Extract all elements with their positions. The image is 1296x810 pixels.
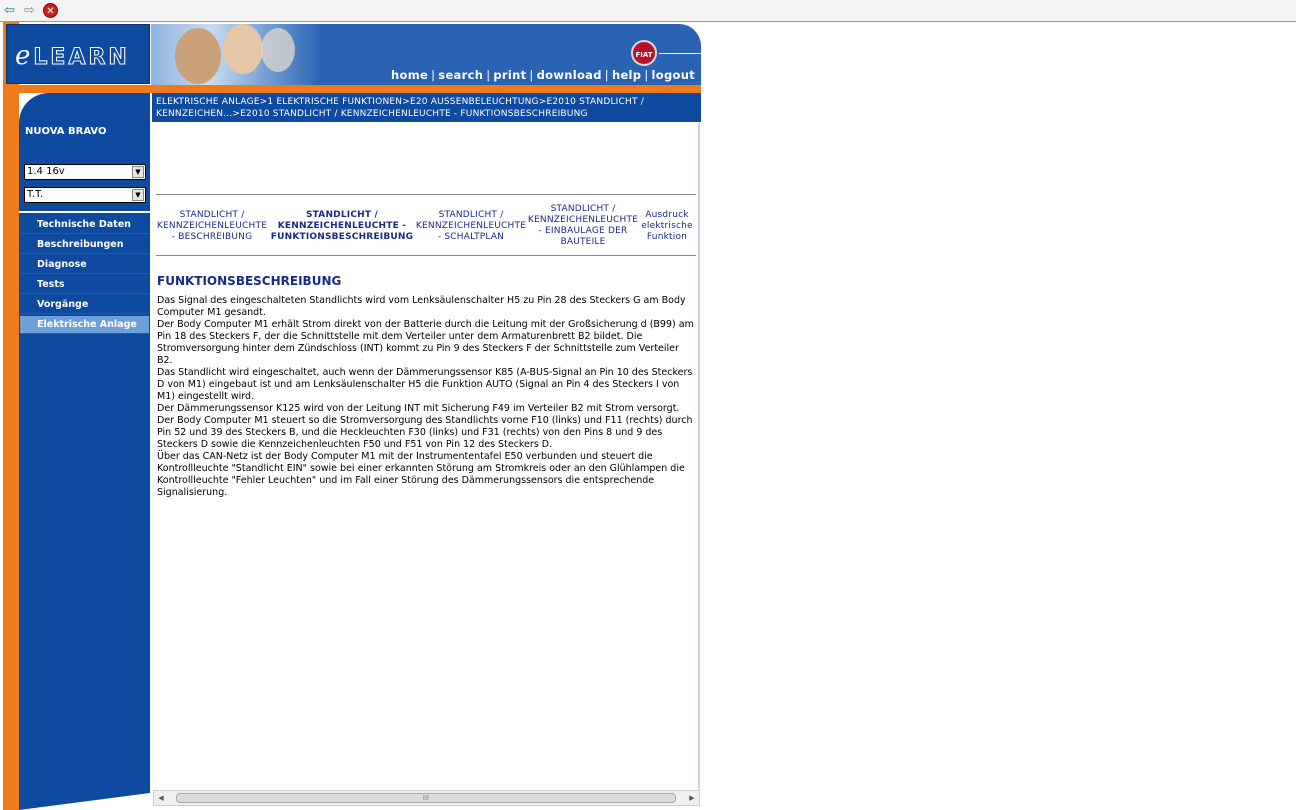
back-arrow-icon[interactable]: ⇦ — [4, 3, 15, 18]
engine-select[interactable] — [24, 164, 146, 180]
elearn-frame — [3, 22, 703, 810]
nav-help-link[interactable]: help — [611, 68, 642, 82]
stop-icon[interactable]: ✕ — [43, 3, 58, 18]
face-image — [223, 24, 263, 74]
sidebar-item-tests[interactable]: Tests — [20, 276, 149, 294]
sidebar-item-diagnose[interactable]: Diagnose — [20, 256, 149, 274]
divider — [659, 53, 701, 54]
forward-arrow-icon[interactable]: ⇨ — [24, 3, 35, 18]
divider — [156, 194, 696, 195]
divider — [19, 211, 150, 213]
tab-schaltplan[interactable]: STANDLICHT / KENNZEICHENLEUCHTE - SCHALTPLAN — [415, 210, 527, 242]
sidebar-item-elektrische-anlage[interactable]: Elektrische Anlage — [20, 316, 149, 334]
face-image — [261, 28, 295, 72]
paragraph: Der Body Computer M1 steuert so die Stromversorgung des Standlichts vorne F10 (links) und F11 (rechts) durch Pin 52 und 39 des Steckers B, und die Heckleuchten F30 (links) und F31 (rechts) von den Pins 8 und 9 des Steckers D sowie die Kennzeichenleuchten F50 und F51 von Pin 12 des Steckers D. — [157, 415, 693, 450]
nav-home-link[interactable]: home — [391, 68, 429, 82]
logo-letters: LEARN — [33, 45, 130, 70]
breadcrumb: ELEKTRISCHE ANLAGE>1 ELEKTRISCHE FUNKTIONEN>E20 AUSSENBELEUCHTUNG>E2010 STANDLICHT / KENNZEICHEN...>E2010 STANDLICHT / KENNZEICHENLEUCHTE - FUNKTIONSBESCHREIBUNG — [152, 93, 701, 122]
description-text — [157, 295, 695, 499]
type-select[interactable] — [24, 187, 146, 203]
sidebar — [19, 123, 150, 790]
header-banner — [151, 24, 701, 85]
engine-select-value: 1.4 16v — [27, 166, 65, 177]
orange-bar — [19, 85, 701, 93]
sidebar-header-curve — [19, 93, 150, 123]
model-name: NUOVA BRAVO — [25, 126, 107, 137]
paragraph: Der Body Computer M1 erhält Strom direkt von der Batterie durch die Leitung mit der Großsicherung d (B99) am Pin 18 des Steckers F, der die Schnittstelle mit dem Verteiler unter dem Armaturenbrett B2 bildet. Die Stromversorgung hinter dem Zündschloss (INT) kommt zu Pin 9 des Steckers F der Schnittstelle zum Verteiler B2. — [157, 319, 694, 366]
chevron-down-icon[interactable]: ▼ — [132, 166, 144, 178]
horizontal-scrollbar[interactable] — [153, 790, 700, 806]
sidebar-item-beschreibungen[interactable]: Beschreibungen — [20, 236, 149, 254]
divider — [156, 255, 696, 256]
chevron-down-icon[interactable]: ▼ — [132, 189, 144, 201]
fiat-logo: FIAT — [631, 40, 657, 66]
sidebar-footer-curve — [19, 790, 150, 810]
tab-funktionsbeschreibung[interactable]: STANDLICHT / KENNZEICHENLEUCHTE - FUNKTIONSBESCHREIBUNG — [270, 210, 414, 242]
sidebar-item-technische-daten[interactable]: Technische Daten — [20, 216, 149, 234]
nav-logout-link[interactable]: logout — [651, 68, 695, 82]
main-content — [153, 123, 700, 790]
scroll-left-icon[interactable]: ◀ — [158, 794, 164, 802]
nav-search-link[interactable]: search — [438, 68, 484, 82]
type-select-value: T.T. — [27, 189, 44, 200]
paragraph: Das Standlicht wird eingeschaltet, auch wenn der Dämmerungssensor K85 (A-BUS-Signal an Pin 10 des Steckers D von M1) eingebaut ist und am Lenksäulenschalter H5 die Funktion AUTO (Signal an Pin 4 des Steckers I von M1) eingestellt wird. — [157, 367, 693, 402]
nav-download-link[interactable]: download — [536, 68, 602, 82]
scrollbar-thumb[interactable]: III — [176, 793, 676, 803]
tab-ausdruck[interactable]: Ausdruck elektrische Funktion — [641, 210, 693, 242]
banner-photo — [151, 24, 321, 85]
nav-print-link[interactable]: print — [493, 68, 527, 82]
orange-side-strip — [3, 22, 19, 810]
section-title: FUNKTIONSBESCHREIBUNG — [157, 274, 342, 288]
paragraph: Der Dämmerungssensor K125 wird von der Leitung INT mit Sicherung F49 im Verteiler B2 mit Strom versorgt. — [157, 403, 680, 414]
face-image — [175, 28, 221, 84]
tab-einbaulage[interactable]: STANDLICHT / KENNZEICHENLEUCHTE - EINBAULAGE DER BAUTEILE — [527, 204, 639, 247]
tab-beschreibung[interactable]: STANDLICHT / KENNZEICHENLEUCHTE - BESCHREIBUNG — [156, 210, 268, 242]
logo-letter-e: e — [15, 41, 34, 71]
paragraph: Das Signal des eingeschalteten Standlichts wird vom Lenksäulenschalter H5 zu Pin 28 des Steckers G am Body Computer M1 gesandt. — [157, 295, 686, 318]
elearn-logo — [6, 24, 150, 84]
scroll-right-icon[interactable]: ▶ — [689, 794, 695, 802]
browser-toolbar — [0, 0, 1296, 22]
top-navigation: home | search | print | download | help | logout — [391, 68, 695, 82]
sidebar-item-vorgaenge[interactable]: Vorgänge — [20, 296, 149, 314]
paragraph: Über das CAN-Netz ist der Body Computer M1 mit der Instrumententafel E50 verbunden und steuert die Kontrollleuchte "Standlicht EIN" sowie bei einer erkannten Störung am Stromkreis oder an den Glühlampen die Kontrollleuchte "Fehler Leuchten" und im Fall einer Störung des Dämmerungssensors die entsprechende Signalisierung. — [157, 451, 685, 498]
